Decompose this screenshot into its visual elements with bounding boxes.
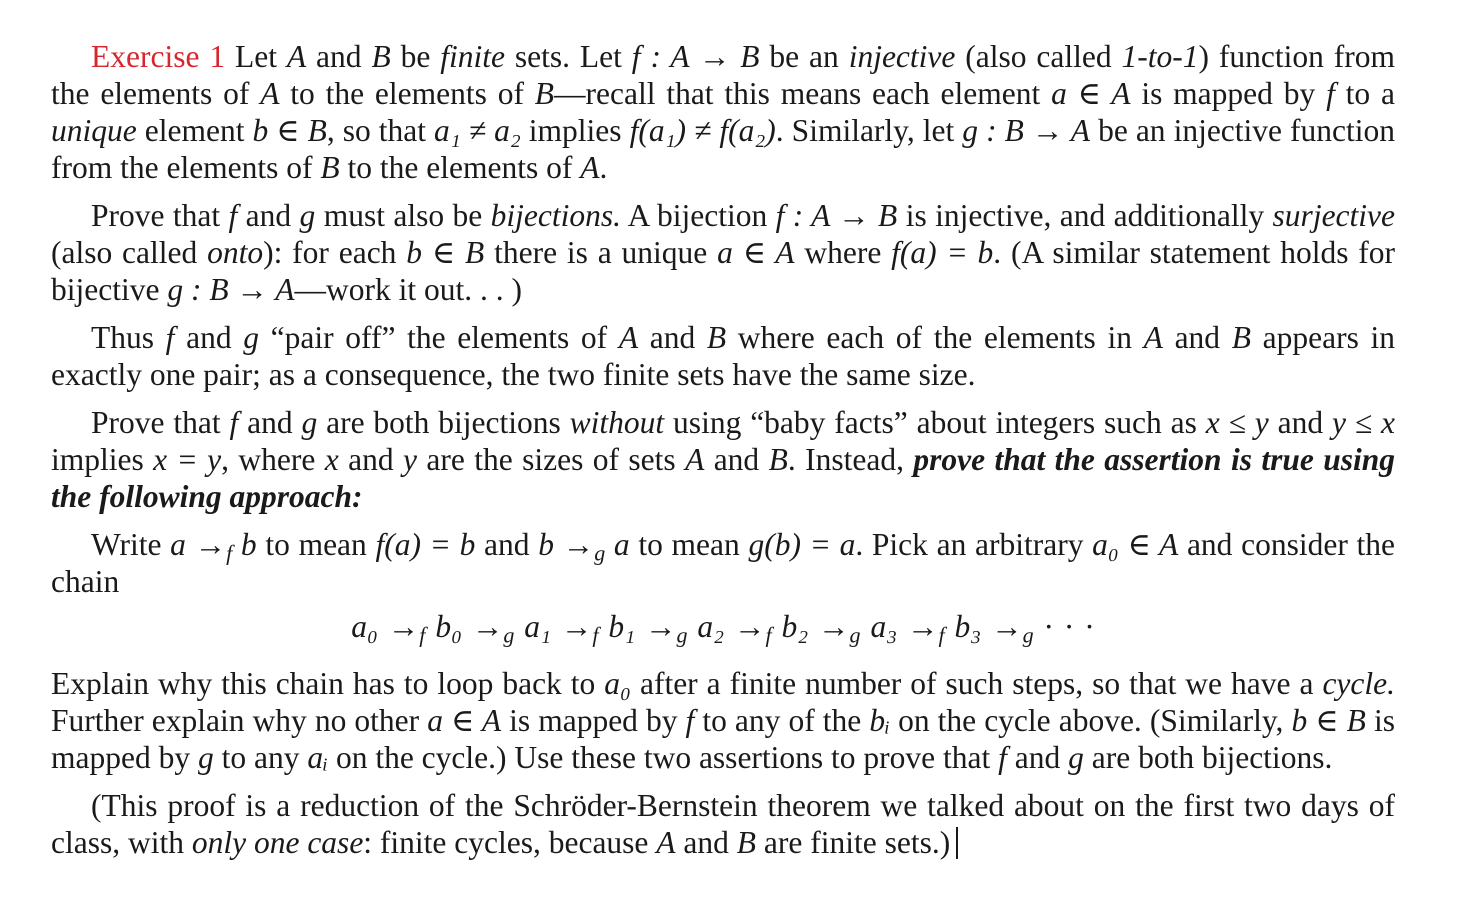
- text: to any of the: [694, 703, 870, 738]
- text: appears in exactly one pair; as a consequence, the two finite sets have the same size.: [51, 320, 1396, 392]
- text: Explain why this chain has to loop back to: [51, 666, 605, 701]
- text: is mapped by: [501, 703, 686, 738]
- math: a ∈ A: [1051, 76, 1131, 111]
- math: B: [768, 442, 788, 477]
- chain-term: b₁: [608, 609, 636, 644]
- paragraph-notation: [51, 526, 1395, 600]
- math: aᵢ: [307, 740, 329, 775]
- text: : finite cycles, because: [363, 825, 657, 860]
- text: .: [599, 150, 608, 185]
- paragraph-pair-off: [51, 319, 1395, 393]
- text: and: [675, 825, 737, 860]
- math: g : B → A: [167, 272, 295, 307]
- text-cursor: [956, 827, 958, 859]
- chain-arrow: →: [818, 609, 850, 644]
- text: to the elements of: [339, 150, 581, 185]
- math: g: [243, 320, 260, 355]
- chain-equation: [51, 608, 1395, 648]
- math: g: [301, 405, 318, 440]
- emphasis: onto: [207, 235, 264, 270]
- text: (also called: [955, 39, 1122, 74]
- chain-arrow: →: [560, 609, 593, 644]
- text: —recall that this means each element: [554, 76, 1052, 111]
- math: B: [320, 150, 340, 185]
- text: and: [338, 442, 404, 477]
- text: and: [704, 442, 769, 477]
- text: on the cycle.) Use these two assertions to prove that: [328, 740, 999, 775]
- emphasis: unique: [51, 113, 137, 148]
- text: implies: [520, 113, 630, 148]
- text: A bijection: [620, 198, 776, 233]
- math: y: [403, 442, 418, 477]
- math: a₁ ≠ a₂: [434, 113, 521, 148]
- paragraph-instruction: [51, 404, 1395, 515]
- text: and: [238, 405, 302, 440]
- text: and: [1006, 740, 1069, 775]
- math: A: [656, 825, 676, 860]
- text: element: [136, 113, 253, 148]
- chain-term: a₃: [870, 609, 898, 644]
- chain-sub: g: [503, 622, 515, 648]
- text: be an injective function from the elements of: [51, 113, 1396, 185]
- emphasis: without: [569, 405, 665, 440]
- math: f : A → B: [775, 198, 898, 233]
- text: implies: [51, 442, 154, 477]
- emphasis: injective: [848, 39, 956, 74]
- math: B: [534, 76, 555, 111]
- chain-sub: f: [765, 622, 772, 648]
- text: are both bijections: [317, 405, 570, 440]
- text: (This proof is a reduction of the Schröder-Bernstein theorem we talked about on the first two days of class, with: [51, 788, 1395, 860]
- text: on the cycle above. (Similarly,: [890, 703, 1292, 738]
- text: . Instead,: [787, 442, 914, 477]
- math: f: [229, 405, 239, 440]
- math: x ≤ y: [1205, 405, 1269, 440]
- math-sub: g: [594, 540, 606, 566]
- text: and: [237, 198, 300, 233]
- text: ): for each: [263, 235, 407, 270]
- chain-arrow: →: [387, 609, 420, 644]
- math: g: [299, 198, 316, 233]
- math: g: [1068, 740, 1084, 775]
- text: to any: [213, 740, 308, 775]
- math: a ∈ A: [427, 703, 502, 738]
- math: a₀ ∈ A: [1092, 527, 1179, 562]
- chain-term: b₂: [781, 609, 809, 644]
- text: is mapped by: [51, 703, 1395, 775]
- text: to the elements of: [279, 76, 535, 111]
- emphasis: bijections.: [490, 198, 621, 233]
- math: g(b) = a: [748, 527, 856, 562]
- text: “pair off” the elements of: [259, 320, 619, 355]
- text: where: [794, 235, 892, 270]
- math: g: [197, 740, 214, 775]
- chain-arrow: →: [991, 609, 1023, 644]
- text: sets. Let: [504, 39, 632, 74]
- text: are finite sets.): [756, 825, 951, 860]
- chain-term: b₃: [954, 609, 982, 644]
- text: to a: [1334, 76, 1395, 111]
- text: and: [475, 527, 539, 562]
- math-arrow: b →: [538, 527, 595, 562]
- math: b ∈ B: [252, 113, 327, 148]
- math: A: [260, 76, 280, 111]
- bold-instruction: prove that the assertion is true using the following approach:: [51, 442, 1396, 514]
- emphasis: surjective: [1272, 198, 1395, 233]
- chain-ellipsis: · · ·: [1043, 609, 1095, 644]
- text: Prove that: [91, 405, 230, 440]
- text: (also called: [51, 235, 208, 270]
- math-var: b: [232, 527, 257, 562]
- chain-sub: f: [938, 622, 945, 648]
- chain-arrow: →: [471, 609, 504, 644]
- chain-arrow: →: [644, 609, 677, 644]
- text: using “baby facts” about integers such as: [664, 405, 1206, 440]
- emphasis: only one case: [191, 825, 364, 860]
- paragraph-bijection: [51, 197, 1395, 308]
- emphasis: 1-to-1: [1121, 39, 1199, 74]
- math: B: [706, 320, 727, 355]
- paragraph-statement: [51, 38, 1395, 186]
- exercise-document[interactable]: [51, 38, 1395, 872]
- text: there is a unique: [484, 235, 718, 270]
- chain-sub: f: [419, 622, 426, 648]
- text: Prove that: [91, 198, 229, 233]
- math: f: [165, 320, 175, 355]
- math-var: a: [605, 527, 630, 562]
- text: is mapped by: [1130, 76, 1327, 111]
- math: b ∈ B: [406, 235, 485, 270]
- text: and: [306, 39, 372, 74]
- chain-term: a₂: [697, 609, 725, 644]
- text: after a finite number of such steps, so that we have a: [630, 666, 1323, 701]
- math: y ≤ x: [1332, 405, 1395, 440]
- text: —work it out. . . ): [294, 272, 522, 307]
- text: , so that: [326, 113, 435, 148]
- text: to mean: [256, 527, 376, 562]
- text: where each of the elements in: [726, 320, 1144, 355]
- math: a₀: [604, 666, 631, 701]
- math: [538, 527, 630, 566]
- math: f(a) = b: [891, 235, 994, 270]
- math: x: [324, 442, 339, 477]
- text: and: [1162, 320, 1232, 355]
- text: Let: [235, 39, 287, 74]
- text: ) function from the elements of: [51, 39, 1396, 111]
- math: f(a) = b: [375, 527, 476, 562]
- text: . Similarly, let: [775, 113, 963, 148]
- chain-arrow: →: [733, 609, 766, 644]
- math: B: [1231, 320, 1251, 355]
- math: A: [1143, 320, 1163, 355]
- math: f: [685, 703, 695, 738]
- text: and: [638, 320, 707, 355]
- chain-sub: f: [592, 622, 599, 648]
- math: B: [736, 825, 757, 860]
- math: [170, 527, 257, 566]
- text: . Pick an arbitrary: [855, 527, 1093, 562]
- math: bᵢ: [869, 703, 891, 738]
- math: B: [371, 39, 391, 74]
- math: b ∈ B: [1291, 703, 1366, 738]
- math: f : A → B: [631, 39, 760, 74]
- chain-term: b₀: [435, 609, 463, 644]
- text: Thus: [91, 320, 166, 355]
- emphasis: finite: [440, 39, 505, 74]
- text: and consider the chain: [51, 527, 1396, 599]
- text: Further explain why no other: [51, 703, 428, 738]
- math: f(a₁) ≠ f(a₂): [629, 113, 776, 148]
- text: . (A similar statement holds for bijective: [51, 235, 1396, 307]
- text: must also be: [315, 198, 491, 233]
- text: and: [1268, 405, 1332, 440]
- text: be: [390, 39, 441, 74]
- math-sub: f: [226, 540, 233, 566]
- math: A: [618, 320, 639, 355]
- chain-sub: g: [676, 622, 688, 648]
- text: are both bijections.: [1083, 740, 1333, 775]
- paragraph-explain: [51, 665, 1395, 776]
- math-arrow: a →: [170, 527, 227, 562]
- math: a ∈ A: [717, 235, 795, 270]
- math: g : B → A: [962, 113, 1091, 148]
- math: x = y: [153, 442, 222, 477]
- text: to mean: [629, 527, 749, 562]
- math: f: [228, 198, 238, 233]
- text: Write: [91, 527, 171, 562]
- math: A: [286, 39, 307, 74]
- text: is injective, and additionally: [897, 198, 1273, 233]
- chain-sub: g: [849, 622, 861, 648]
- chain-sub: g: [1022, 622, 1034, 648]
- text: be an: [759, 39, 849, 74]
- math: A: [685, 442, 705, 477]
- math: f: [998, 740, 1007, 775]
- exercise-label: Exercise 1: [91, 39, 226, 74]
- text: are the sizes of sets: [417, 442, 686, 477]
- emphasis: cycle.: [1322, 666, 1395, 701]
- text: , where: [221, 442, 325, 477]
- chain-arrow: →: [907, 609, 939, 644]
- chain-term: a₀: [351, 609, 378, 644]
- text: and: [174, 320, 244, 355]
- chain-term: a₁: [524, 609, 551, 644]
- math: f: [1326, 76, 1335, 111]
- paragraph-remark: [51, 787, 1395, 861]
- math: A: [580, 150, 600, 185]
